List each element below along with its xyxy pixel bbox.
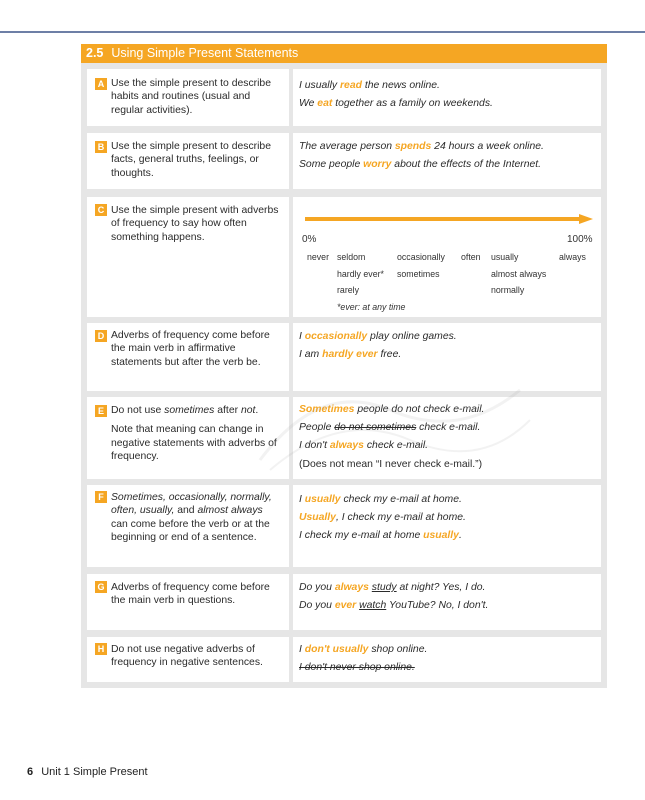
letter-badge-g: G [95, 581, 107, 593]
rule-text-a: Use the simple present to describe habits and routines (usual and regular activities). [111, 78, 271, 116]
page-footer [27, 766, 148, 778]
examples-f [299, 491, 595, 546]
rule-box-h [87, 637, 289, 682]
adverb-group-mid: occasionally sometimes [397, 252, 445, 279]
letter-badge-f: F [95, 491, 107, 503]
examples-d [299, 328, 595, 364]
rule-box-b [87, 133, 289, 189]
example-sentence: Usually, I check my e-mail at home. [299, 512, 466, 524]
example-sentence: I don't usually shop online. [299, 644, 428, 655]
rule-box-c [87, 197, 289, 317]
letter-badge-c: C [95, 204, 107, 216]
examples-b [299, 138, 595, 174]
example-sentence: The average person spends 24 hours a week online. [299, 141, 544, 152]
adverb-often: often [461, 252, 481, 262]
rule-text-b: Use the simple present to describe facts, general truths, feelings, or thoughts. [111, 141, 271, 179]
example-box-g [293, 574, 601, 630]
example-sentence: Do you ever watch YouTube? No, I don't. [299, 600, 489, 612]
unit-label: Unit 1 [41, 766, 70, 778]
adverb-group-high: usually almost always normally [491, 252, 547, 295]
example-sentence: I occasionally play online games. [299, 331, 457, 342]
example-sentence: We eat together as a family on weekends. [299, 98, 493, 110]
example-sentence: I usually check my e-mail at home. [299, 494, 462, 505]
rule-text-e: Do not use sometimes after not. Note that meaning can change in negative statements with adverbs of frequency. [111, 405, 277, 463]
rule-text-d: Adverbs of frequency come before the main verb in affirmative statements but after the verb be. [111, 330, 270, 368]
section-title: Using Simple Present Statements [111, 46, 299, 60]
adverb-group-low: seldom hardly ever* rarely *ever: at any time [337, 249, 405, 315]
example-box-a [293, 69, 601, 126]
examples-g [299, 579, 595, 615]
top-rule [0, 31, 645, 33]
example-box-h [293, 637, 601, 682]
adverb-always: always [559, 252, 586, 262]
rule-text-f: Sometimes, occasionally, normally, often, usually, and almost always can come before the verb or at the beginning or end of a sentence. [111, 492, 272, 544]
scale-end-label: 100% [567, 234, 593, 245]
rule-box-f [87, 485, 289, 567]
grammar-chart [81, 44, 607, 688]
rule-text-h: Do not use negative adverbs of frequency in negative sentences. [111, 644, 263, 669]
scale-start-label: 0% [302, 234, 317, 245]
letter-badge-d: D [95, 330, 107, 342]
example-sentence: I am hardly ever free. [299, 349, 402, 361]
example-sentence: I check my e-mail at home usually. [299, 530, 462, 542]
letter-badge-a: A [95, 78, 107, 90]
rule-box-g [87, 574, 289, 630]
section-header [81, 44, 607, 63]
frequency-scale-box [293, 197, 601, 317]
examples-a [299, 77, 595, 113]
example-sentence: I don't always check e-mail. [299, 440, 429, 452]
example-note: (Does not mean “I never check e-mail.”) [299, 458, 483, 470]
example-sentence: Sometimes people do not check e-mail. [299, 404, 485, 415]
adverb-never: never [307, 252, 330, 262]
rule-box-a [87, 69, 289, 126]
letter-badge-h: H [95, 643, 107, 655]
unit-topic: Simple Present [73, 766, 148, 778]
scale-footnote: *ever: at any time [337, 301, 406, 312]
section-number: 2.5 [86, 46, 104, 60]
letter-badge-b: B [95, 141, 107, 153]
example-box-b [293, 133, 601, 189]
incorrect-sentence: I don't never shop online. [299, 662, 415, 674]
example-sentence: Some people worry about the effects of the Internet. [299, 159, 542, 171]
frequency-arrow-icon [305, 214, 593, 224]
rule-text-g: Adverbs of frequency come before the main verb in questions. [111, 582, 270, 607]
example-sentence: People do not sometimes check e-mail. [299, 422, 481, 434]
incorrect-phrase: do not sometimes [334, 422, 417, 434]
page-number: 6 [27, 766, 34, 778]
example-sentence: Do you always study at night? Yes, I do. [299, 582, 486, 593]
rule-text-c: Use the simple present with adverbs of frequency to say how often something happens. [111, 205, 279, 243]
examples-h [299, 641, 595, 677]
watermark-logo-icon [240, 370, 540, 480]
example-sentence: I usually read the news online. [299, 80, 440, 91]
letter-badge-e: E [95, 405, 107, 417]
example-box-f [293, 485, 601, 567]
